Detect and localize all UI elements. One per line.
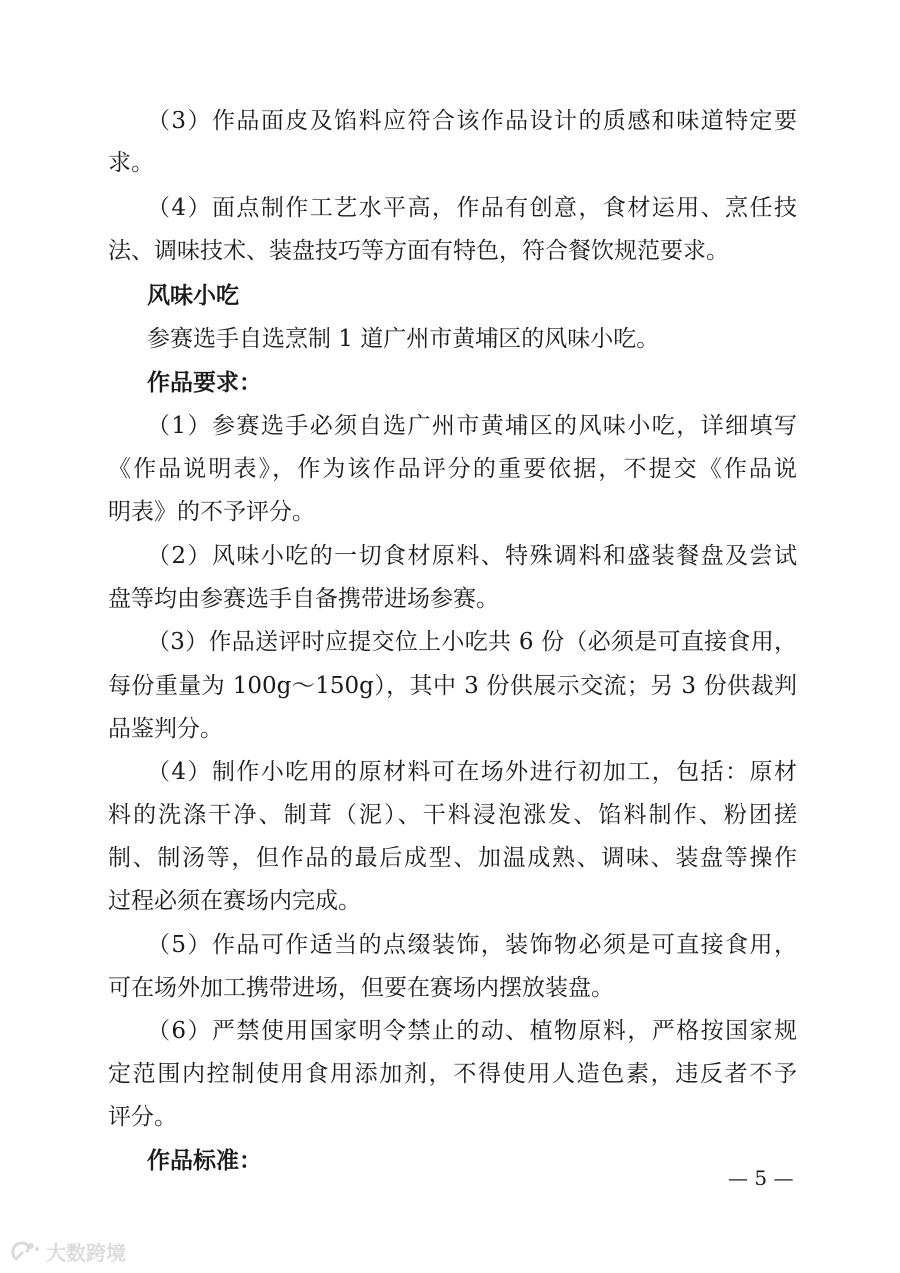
page-number: — 5 — bbox=[728, 1166, 794, 1190]
paragraph-line: 盘等均由参赛选手自备携带进场参赛。 bbox=[108, 586, 499, 612]
watermark-text: 大数跨境 bbox=[46, 1240, 126, 1265]
paragraph-line: （5）作品可作适当的点缀装饰，装饰物必须是可直接食用， bbox=[147, 932, 797, 958]
paragraph-line: （3）作品面皮及馅料应符合该作品设计的质感和味道特定要 bbox=[147, 108, 797, 134]
paragraph-line: 法、调味技术、装盘技巧等方面有特色，符合餐饮规范要求。 bbox=[108, 238, 729, 264]
section-heading: 风味小吃 bbox=[147, 282, 239, 309]
brand-logo-icon bbox=[10, 1239, 40, 1263]
paragraph-line: （4）面点制作工艺水平高，作品有创意，食材运用、烹任技 bbox=[147, 195, 797, 221]
paragraph-line: 过程必须在赛场内完成。 bbox=[108, 888, 361, 914]
paragraph-line: 制、制汤等，但作品的最后成型、加温成熟、调味、装盘等操作 bbox=[108, 845, 797, 871]
paragraph-line: 每份重量为 100g～150g），其中 3 份供展示交流；另 3 份供裁判 bbox=[108, 673, 797, 699]
watermark bbox=[10, 1236, 126, 1266]
paragraph-line: 《作品说明表》，作为该作品评分的重要依据，不提交《作品说 bbox=[108, 456, 797, 482]
paragraph-line: 定范围内控制使用食用添加剂，不得使用人造色素，违反者不予 bbox=[108, 1061, 797, 1087]
paragraph-line: （2）风味小吃的一切食材原料、特殊调料和盛装餐盘及尝试 bbox=[147, 543, 797, 569]
paragraph-line: 参赛选手自选烹制 1 道广州市黄埔区的风味小吃。 bbox=[147, 326, 660, 352]
paragraph-line: （3）作品送评时应提交位上小吃共 6 份（必须是可直接食用， bbox=[147, 629, 797, 655]
paragraph-line: 可在场外加工携带进场，但要在赛场内摆放装盘。 bbox=[108, 975, 614, 1001]
paragraph-line: 求。 bbox=[108, 150, 154, 176]
paragraph-line: 品鉴判分。 bbox=[108, 716, 223, 742]
section-heading: 作品要求： bbox=[147, 369, 262, 396]
paragraph-line: （6）严禁使用国家明令禁止的动、植物原料，严格按国家规 bbox=[147, 1018, 797, 1044]
paragraph-line: 评分。 bbox=[108, 1104, 177, 1130]
paragraph-line: （1）参赛选手必须自选广州市黄埔区的风味小吃，详细填写 bbox=[147, 413, 797, 439]
section-heading: 作品标准： bbox=[147, 1147, 262, 1174]
paragraph-line: （4）制作小吃用的原材料可在场外进行初加工，包括：原材 bbox=[147, 759, 797, 785]
paragraph-line: 明表》的不予评分。 bbox=[108, 499, 315, 525]
paragraph-line: 料的洗涤干净、制茸（泥）、干料浸泡涨发、馅料制作、粉团搓 bbox=[108, 802, 797, 828]
